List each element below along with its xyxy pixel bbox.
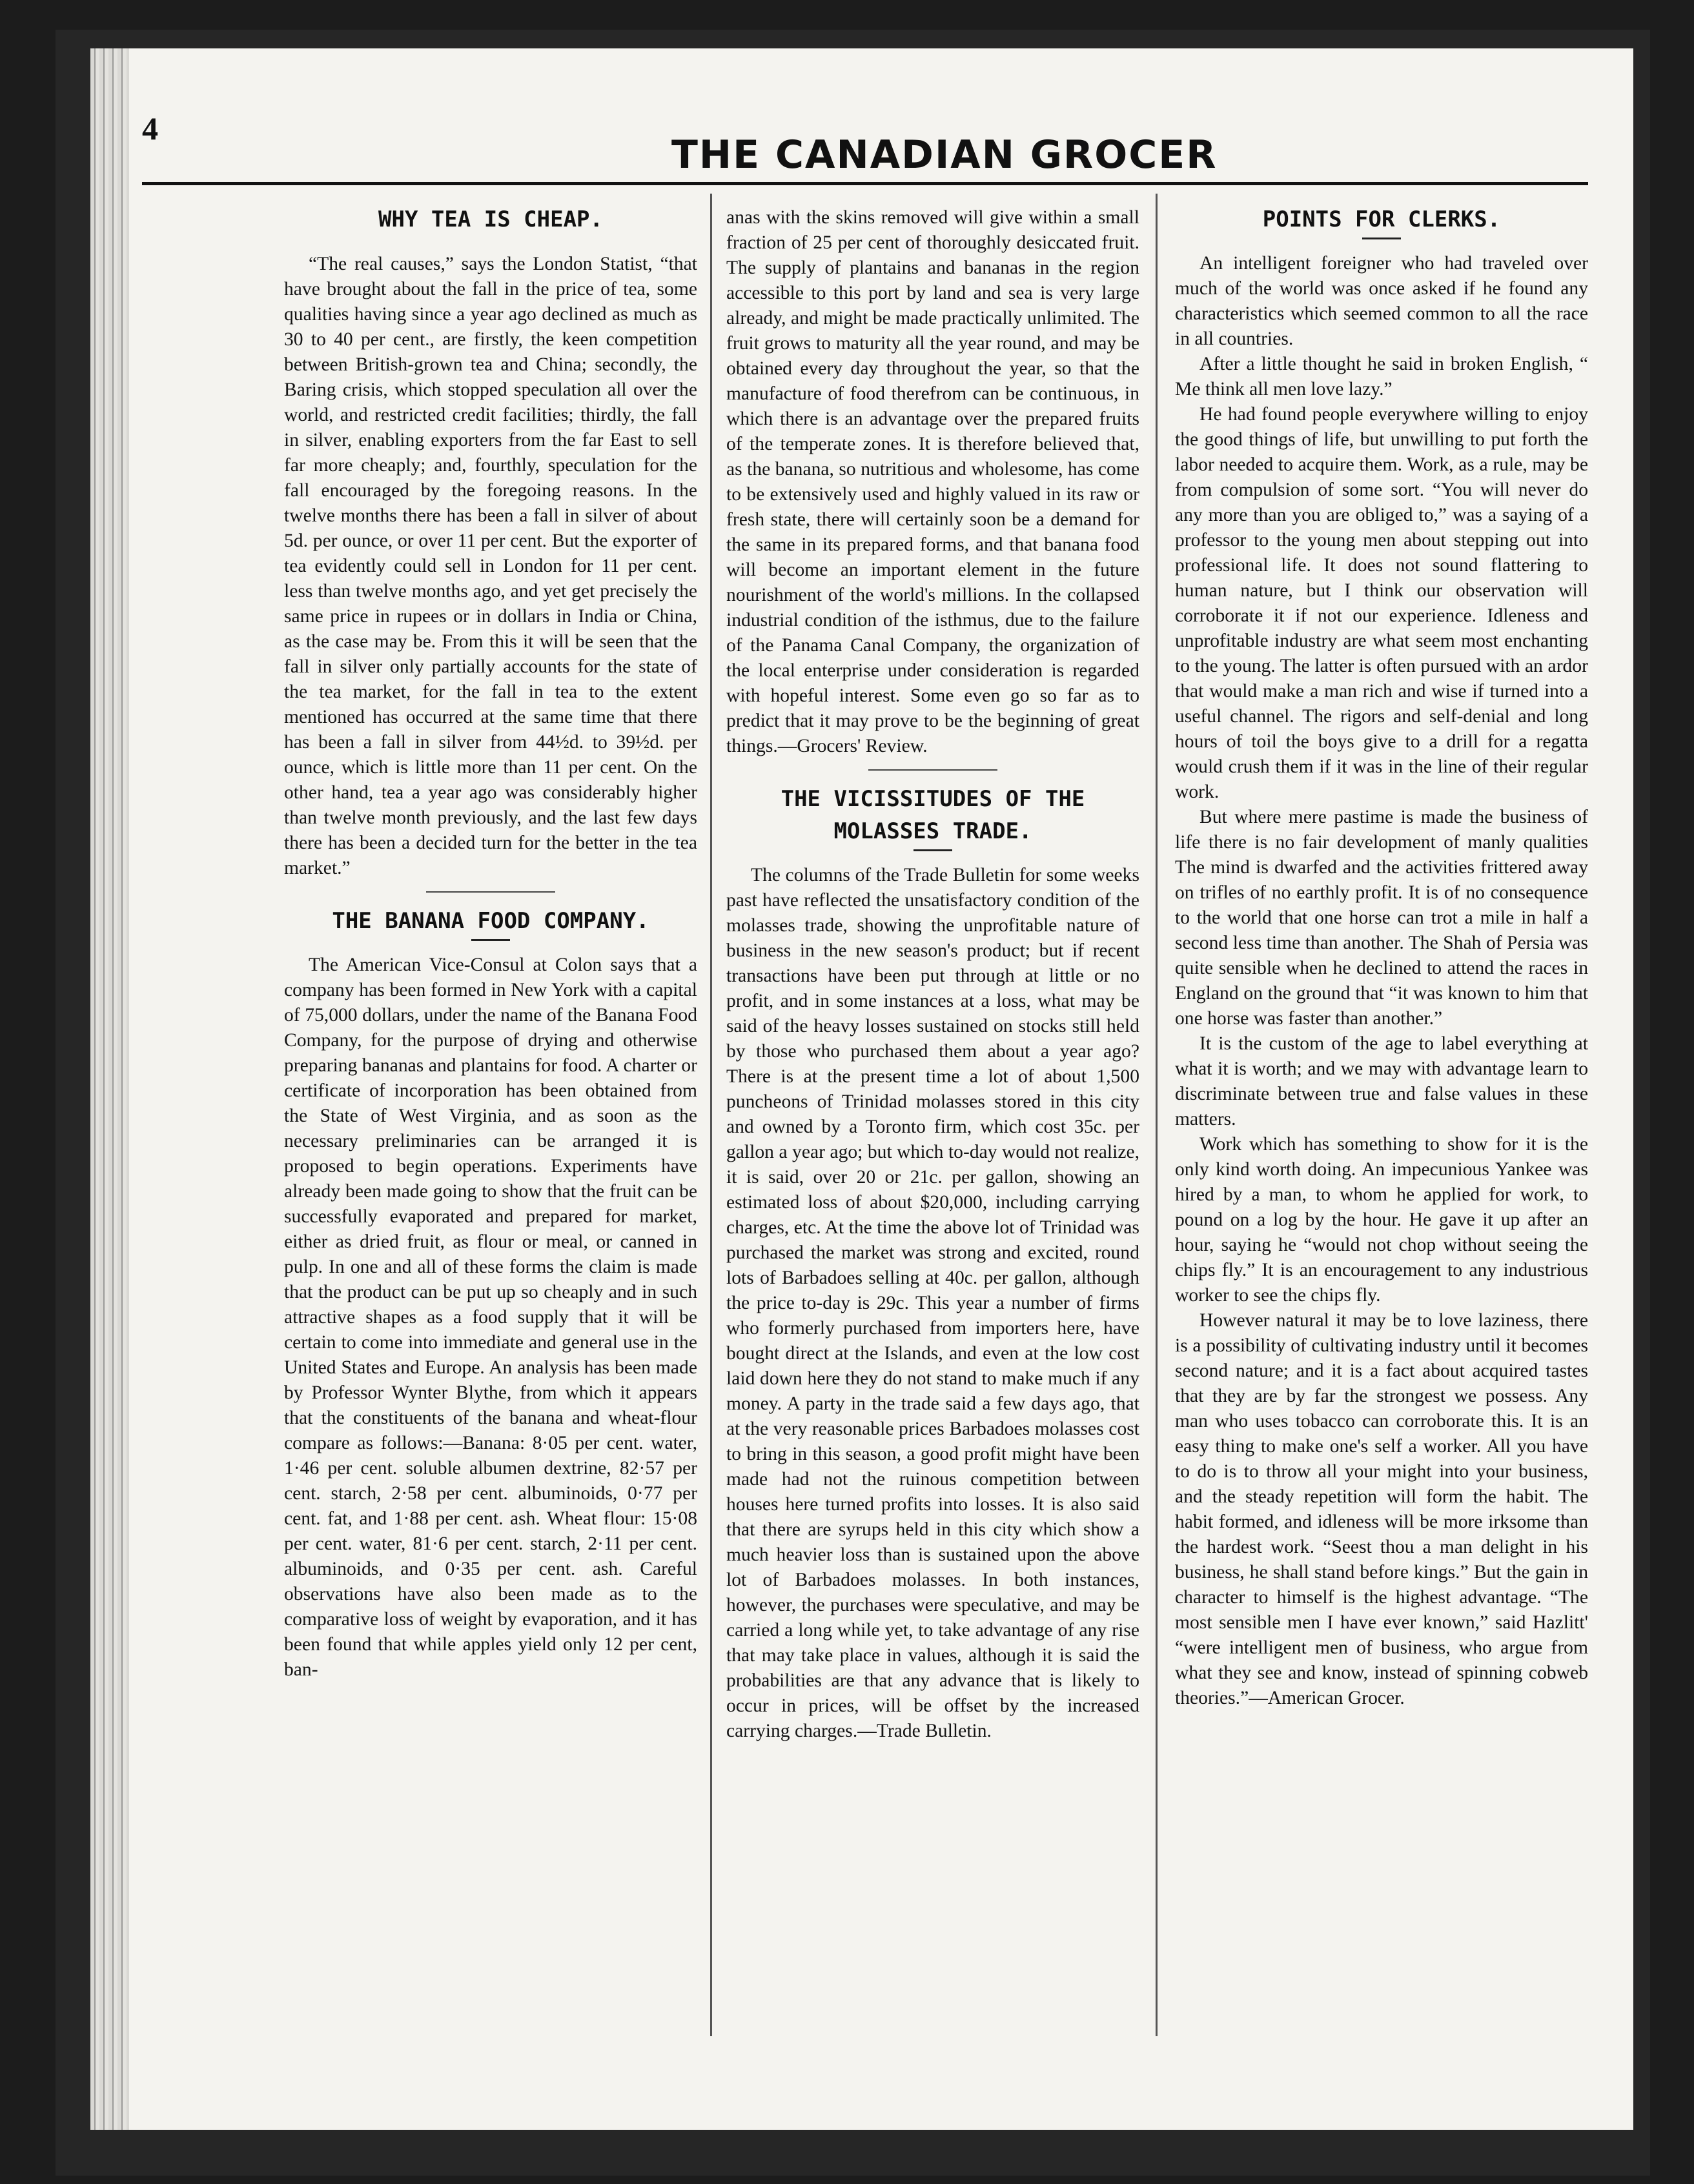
title-dash — [913, 849, 952, 851]
column-rule-2 — [1156, 194, 1158, 2036]
title-dash — [1362, 238, 1401, 239]
article-body-molasses: The columns of the Trade Bulletin for some weeks past have reflected the unsatisfactory condition of the molasses trade, showing the unprofitable nature of business in the new season's product; but if recent transactions have been put through at little or no profit, and in some instances at a loss, what may be said of the heavy losses sustained on stocks still held by those who purchased them about a year ago? There is at the present time a lot of about 1,500 puncheons of Trinidad molasses stored in this city and owned by a Toronto firm, which cost 35c. per gallon a year ago; but which to-day would not realize, it is said, over 20 or 21c. per gallon, showing an estimated loss of about $20,000, including carrying charges, etc. At the time the above lot of Trinidad was purchased the market was strong and excited, round lots of Barbadoes selling at 40c. per gallon, although the price to-day is 29c. This year a number of firms who formerly purchased from importers here, have bought direct at the Islands, and even at the low cost laid down here they do not stand to make much if any money. A party in the trade said a few days ago, that at the very reasonable prices Barbadoes molasses cost to bring in this season, a good profit might have been made had not the ruinous competition between houses here turned profits into losses. It is also said that there are syrups held in this city which show a much heavier loss than is sustained upon the above lot of Barbadoes molasses. In both instances, however, the purchases were speculative, and may be carried a long while yet, to take advantage of any rise that may take place in values, although it is said the probabilities are that any advance that is likely to occur in prices, will be offset by the increased carrying charges.—Trade Bulletin. — [726, 865, 1139, 1741]
article-body-clerks-p6: Work which has something to show for it is the only kind worth doing. An impecunious Yankee was hired by a man, to whom he applied for work, to pound on a log by the hour. He gave it up after an hour, saying he “would not chop without seeing the chips fly.” It is an encouragement to any industrious worker to see the chips fly. — [1175, 1134, 1588, 1306]
masthead-rule — [142, 182, 1588, 185]
column-2 — [726, 205, 1139, 1744]
article-title-clerks: POINTS FOR CLERKS. — [1262, 207, 1501, 232]
article-separator — [426, 891, 555, 893]
article-body-tea: “The real causes,” says the London Statist, “that have brought about the fall in the price of tea, some qualities having since a year ago declined as much as 30 to 40 per cent., are firstly, the keen competition between British-grown tea and China; secondly, the Baring crisis, which stopped speculation all over the world, and restricted credit facilities; thirdly, the fall in silver, enabling exporters from the far East to sell far more cheaply; and, fourthly, speculation for the fall encouraged by the foregoing reasons. In the twelve months there has been a fall in silver of about 5d. per ounce, or over 11 per cent. But the exporter of tea evidently could sell in London for 11 per cent. less than twelve months ago, and yet get precisely the same price in rupees or in dollars in India or China, as the case may be. From this it will be seen that the fall in silver only partially accounts for the state of the tea market, for the fall in tea to the extent mentioned has occurred at the same time that there has been a fall in silver from 44½d. to 39½d. per ounce, which is little more than 11 per cent. On the other hand, tea a year ago was considerably higher than twelve month previously, and the last few days there has been a decided turn for the better in the tea market.” — [284, 254, 697, 878]
article-separator — [868, 769, 997, 771]
article-title-banana: THE BANANA FOOD COMPANY. — [332, 908, 649, 934]
article-body-clerks-p1: An intelligent foreigner who had traveled over much of the world was once asked if he found any characteristics which seemed common to all the race in all countries. — [1175, 253, 1588, 349]
column-1 — [284, 205, 697, 1683]
page-edges — [90, 48, 129, 2130]
masthead-title: THE CANADIAN GROCER — [671, 132, 1218, 177]
article-body-clerks-p4: But where mere pastime is made the business of life there is no fair development of manly qualities The mind is dwarfed and the activities frittered away on trifles of no earthly profit. It is of no consequence to the world that one horse can trot a mile in half a second less time than another. The Shah of Persia was quite sensible when he declined to attend the races in England on the ground that “it was known to him that one horse was faster than another.” — [1175, 807, 1588, 1029]
article-body-clerks-p2: After a little thought he said in broken English, “ Me think all men love lazy.” — [1175, 354, 1588, 399]
column-rule-1 — [710, 194, 712, 2036]
article-title-molasses-line1: THE VICISSITUDES OF THE — [781, 786, 1085, 812]
article-body-clerks-p5: It is the custom of the age to label everything at what it is worth; and we may with advantage learn to discriminate between true and false values in these matters. — [1175, 1033, 1588, 1129]
article-body-banana-part2: anas with the skins removed will give within a small fraction of 25 per cent of thoroughly desiccated fruit. The supply of plantains and bananas in the region accessible to this port by land and sea is very large already, and might be made practically unlimited. The fruit grows to maturity all the year round, and may be obtained every day throughout the year, so that the manufacture of food therefrom can be continuous, in which there is an advantage over the prepared fruits of the temperate zones. It is therefore believed that, as the banana, so nutritious and wholesome, has come to be extensively used and highly valued in its raw or fresh state, there will certainly soon be a demand for the same in its prepared forms, and that banana food will become an important element in the future nourishment of the world's millions. In the collapsed industrial condition of the isthmus, due to the failure of the Panama Canal Company, the organization of the local enterprise under consideration is regarded with hopeful interest. Some even go so far as to predict that it may prove to be the beginning of great things.—Grocers' Review. — [726, 207, 1139, 756]
title-dash — [471, 939, 510, 941]
article-body-clerks-p7: However natural it may be to love laziness, there is a possibility of cultivating industry until it becomes second nature; and it is a fact about acquired tastes that they are by far the strongest we possess. Any man who uses tobacco can corroborate this. It is an easy thing to make one's self a worker. All you have to do is to throw all your might into your business, and the steady repetition will form the habit. The habit formed, and idleness will be more irksome than the hardest work. “Seest thou a man delight in his business, he shall stand before kings.” But the gain in character to himself is the highest advantage. “The most sensible men I have ever known,” said Hazlitt' “were intelligent men of business, who argue from what they see and know, instead of spinning cobweb theories.”—American Grocer. — [1175, 1310, 1588, 1708]
article-title-tea: WHY TEA IS CHEAP. — [378, 207, 603, 232]
article-body-banana-part1: The American Vice-Consul at Colon says that a company has been formed in New York with a capital of 75,000 dollars, under the name of the Banana Food Company, for the purpose of drying and otherwise preparing bananas and plantains for food. A charter or certificate of incorporation has been obtained from the State of West Virginia, and as soon as the necessary preliminaries can be arranged it is proposed to begin operations. Experiments have already been made going to show that the fruit can be successfully evaporated and prepared for market, either as dried fruit, as flour or meal, or canned in pulp. In one and all of these forms the claim is made that the product can be put up so cheaply and in such attractive shapes as a food supply that it will be certain to come into immediate and general use in the United States and Europe. An analysis has been made by Professor Wynter Blythe, from which it appears that the constituents of the banana and wheat-flour compare as follows:—Banana: 8·05 per cent. water, 1·46 per cent. soluble albumen dextrine, 82·57 per cent. starch, 2·58 per cent. albuminoids, 0·77 per cent. fat, and 1·88 per cent. ash. Wheat flour: 15·08 per cent. water, 81·6 per cent. starch, 2·11 per cent. albuminoids, and 0·35 per cent. ash. Careful observations have also been made as to the comparative loss of weight by evaporation, and it has been found that while apples yield only 12 per cent, ban- — [284, 955, 697, 1680]
column-3 — [1175, 205, 1588, 1711]
article-body-clerks-p3: He had found people everywhere willing to enjoy the good things of life, but unwilling to put forth the labor needed to acquire them. Work, as a rule, may be from compulsion of some sort. “You will never do any more than you are obliged to,” was a saying of a professor to the young men about stepping out into professional life. It does not sound flattering to human nature, but I think our observation will corroborate it if not our experience. Idleness and unprofitable industry are what seem most enchanting to the young. The latter is often pursued with an ardor that would make a man rich and wise if turned into a useful channel. The rigors and self-denial and long hours of toil the boys give to a drill for a regatta would crush them if it was in the line of their regular work. — [1175, 404, 1588, 802]
article-title-molasses-line2: MOLASSES TRADE. — [833, 818, 1032, 844]
page-number: 4 — [142, 110, 158, 147]
